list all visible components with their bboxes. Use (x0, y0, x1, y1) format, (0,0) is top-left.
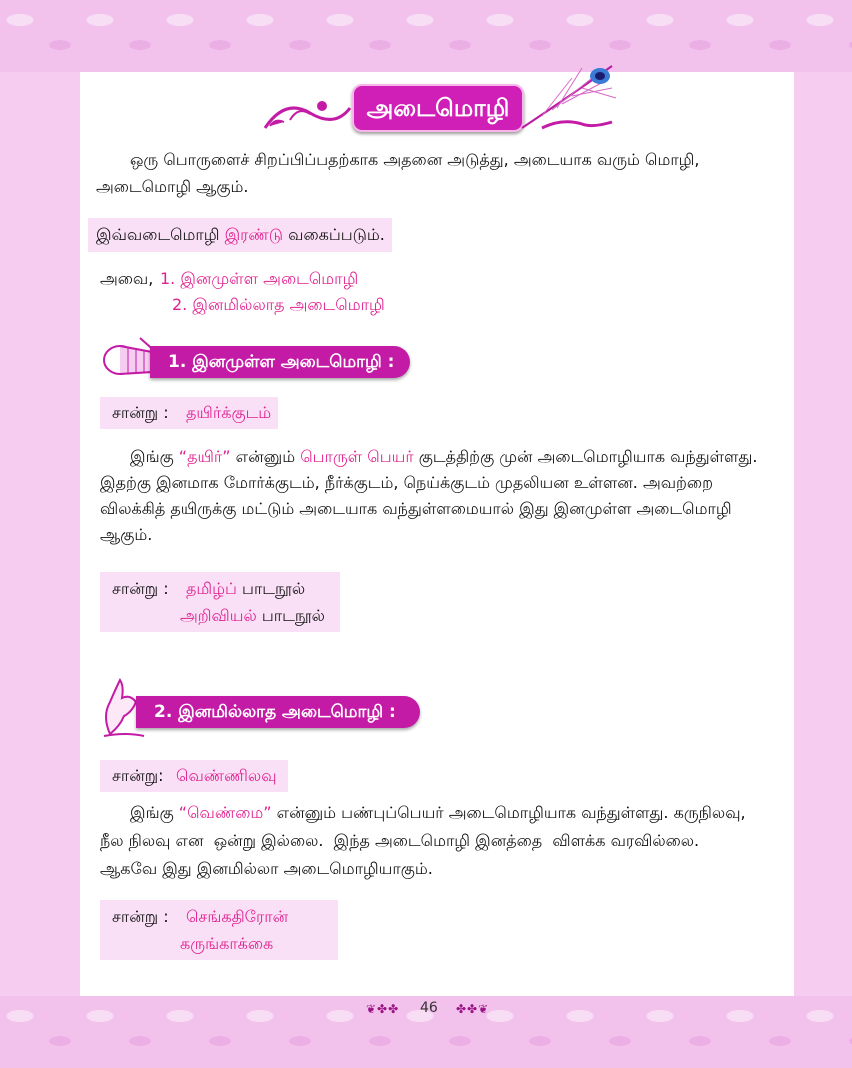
example-2-row (186, 574, 305, 604)
types-pre: இவ்வடைமொழி (96, 225, 225, 244)
example-2-label: சான்று : (112, 579, 169, 598)
text-span: என்னும் பண்புப்பெயர் அடைமொழியாக வந்துள்ளது. கருநிலவு, (271, 803, 746, 822)
footer-ornament-right: ✤✤❦ (456, 1002, 490, 1016)
text-span: பாடநூல் (236, 579, 306, 598)
peacock-feather-icon (512, 58, 620, 133)
list-item: 1. இனமுள்ள அடைமொழி (160, 269, 359, 288)
text-span: இங்கு (130, 803, 179, 822)
para-1-line-4: ஆகும். (100, 525, 153, 544)
section-1-heading: 1. இனமுள்ள அடைமொழி : (150, 346, 410, 378)
page-number: 46 (420, 1000, 438, 1016)
highlight-span: தமிழ்ப் (186, 579, 237, 598)
example-2-value: செங்கதிரோன் (186, 907, 289, 926)
highlight-span: பொருள் பெயர் (300, 447, 414, 466)
left-swirl-ornament (260, 88, 355, 133)
highlight-span: “வெண்மை” (178, 803, 272, 822)
highlight-span: “தயிர்” (178, 447, 231, 466)
highlight-span: அறிவியல் (180, 606, 257, 625)
para-1-line-2: இதற்கு இனமாக மோர்க்குடம், நீர்க்குடம், நெய்க்குடம் முதலியன உள்ளன. அவற்றை (100, 473, 713, 492)
footer-ornament-left: ❦✤✤ (366, 1002, 400, 1016)
list-lead: அவை, (100, 269, 154, 288)
section-2-heading: 2. இனமில்லாத அடைமொழி : (136, 696, 420, 728)
intro-line-1: ஒரு பொருளைச் சிறப்பிப்பதற்காக அதனை அடுத்து, அடையாக வரும் மொழி, (130, 150, 700, 169)
decorative-right-margin (794, 72, 852, 996)
example-2-value: கருங்காக்கை (180, 934, 274, 953)
para-2-line-3: ஆகவே இது இனமில்லா அடைமொழியாகும். (100, 859, 433, 878)
text-span: என்னும் (230, 447, 301, 466)
text-span: பாடநூல் (256, 606, 325, 625)
text-span: இங்கு (130, 447, 179, 466)
decorative-left-margin (0, 72, 80, 996)
example-value: வெண்ணிலவு (176, 766, 277, 785)
example-label: சான்று : (112, 403, 169, 422)
para-2-line-2: நீல நிலவு என ஒன்று இல்லை. இந்த அடைமொழி இனத்தை விளக்க வரவில்லை. (100, 831, 700, 850)
types-post: வகைப்படும். (283, 225, 385, 244)
example-label: சான்று: (112, 766, 164, 785)
example-2-label: சான்று : (112, 907, 169, 926)
para-2-line-1 (130, 798, 746, 828)
para-1-line-3: விலக்கித் தயிருக்கு மட்டும் அடையாக வந்துள்ளமையால் இது இனமுள்ள அடைமொழி (100, 499, 732, 518)
types-sentence (96, 220, 385, 250)
types-highlight: இரண்டு (224, 225, 284, 244)
title-banner (260, 58, 620, 138)
example-2-row (180, 601, 325, 631)
text-span: குடத்திற்கு முன் அடைமொழியாக வந்துள்ளது. (413, 447, 758, 466)
example-value: தயிர்க்குடம் (186, 403, 272, 422)
intro-line-2: அடைமொழி ஆகும். (96, 177, 249, 196)
list-item: 2. இனமில்லாத அடைமொழி (172, 295, 385, 314)
page-title: அடைமொழி (352, 84, 524, 132)
